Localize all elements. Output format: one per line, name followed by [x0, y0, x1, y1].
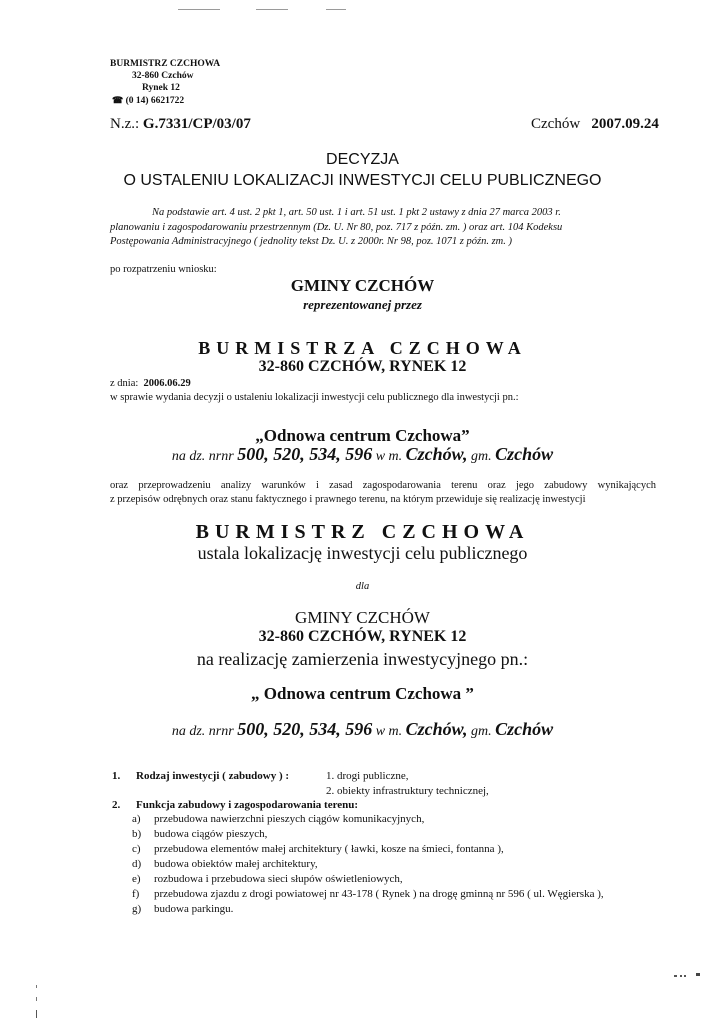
analysis-text: oraz przeprowadzeniu analizy warunków i zasad zagospodarowania terenu oraz jego zabudowy wynikających z przepisów odrębnych oraz stanu faktycznego i prawnego terenu, na którym przewiduje się realizację inwestycji — [110, 480, 656, 505]
section-1-item: 1. drogi publiczne, — [326, 770, 409, 782]
list-item: e) rozbudowa i przebudowa sieci słupów oświetleniowych, — [132, 873, 403, 885]
scan-artifact-marks — [674, 972, 704, 978]
representative-name: BURMISTRZA CZCHOWA — [198, 338, 527, 358]
scan-artifact-line — [256, 9, 288, 10]
project-parcels: na dz. nrnr 500, 520, 534, 596 w m. Czchów, gm. Czchów — [171, 719, 554, 739]
representative-address: 32-860 CZCHÓW, RYNEK 12 — [258, 358, 467, 375]
office-name: BURMISTRZ CZCHOWA — [110, 59, 221, 69]
beneficiary-address: 32-860 CZCHÓW, RYNEK 12 — [258, 628, 467, 645]
list-item: a) przebudowa nawierzchni pieszych ciągów komunikacyjnych, — [132, 813, 425, 825]
list-item: b) budowa ciągów pieszych, — [132, 828, 268, 840]
decision-purpose: na realizację zamierzenia inwestycyjnego pn.: — [196, 649, 529, 669]
section-1-item: 2. obiekty infrastruktury technicznej, — [326, 785, 489, 797]
office-phone: (0 14) 6621722 — [125, 96, 185, 106]
list-item: f) przebudowa zjazdu z drogi powiatowej nr 43-178 ( Rynek ) na drogę gminną nr 596 ( ul. Węgierska ), — [132, 888, 604, 900]
represented-by: reprezentowanej przez — [303, 297, 422, 312]
application-date: z dnia: 2006.06.29 — [110, 378, 191, 389]
application-matter: w sprawie wydania decyzji o ustaleniu lokalizacji inwestycji celu publicznego dla inwestycji pn.: — [110, 392, 519, 403]
decision-verb: ustala lokalizację inwestycji celu publicznego — [197, 543, 528, 563]
scan-artifact-edge — [36, 985, 37, 1021]
deciding-authority: BURMISTRZ CZCHOWA — [195, 521, 530, 543]
project-name: „ Odnowa centrum Czchowa ” — [251, 684, 474, 703]
office-postcode: 32-860 Czchów — [132, 71, 194, 81]
beneficiary-name: GMINY CZCHÓW — [295, 608, 430, 627]
investment-name: „Odnowa centrum Czchowa” — [255, 426, 470, 445]
list-item: g) budowa parkingu. — [132, 903, 234, 915]
section-2-label: Funkcja zabudowy i zagospodarowania terenu: — [136, 799, 359, 811]
list-item: c) przebudowa elementów małej architektury ( ławki, kosze na śmieci, fontanna ), — [132, 843, 504, 855]
list-item: d) budowa obiektów małej architektury, — [132, 858, 318, 870]
letterhead-stamp — [110, 58, 220, 107]
investment-parcels: na dz. nrnr 500, 520, 534, 596 w m. Czchów, gm. Czchów — [171, 444, 554, 464]
document-subtitle: O USTALENIU LOKALIZACJI INWESTYCJI CELU PUBLICZNEGO — [123, 172, 602, 189]
application-intro: po rozpatrzeniu wniosku: — [110, 264, 217, 275]
scan-artifact-line — [326, 9, 346, 10]
phone-icon: ☎ — [112, 95, 124, 105]
office-street: Rynek 12 — [142, 83, 180, 93]
section-1-label: Rodzaj inwestycji ( zabudowy ) : — [136, 770, 290, 782]
document-title: DECYZJA — [326, 151, 399, 168]
decision-for: dla — [355, 581, 370, 592]
section-2-number: 2. — [112, 799, 121, 811]
section-1-number: 1. — [112, 770, 121, 782]
issue-place-date: Czchów 2007.09.24 — [531, 116, 659, 132]
applicant-name: GMINY CZCHÓW — [290, 276, 435, 295]
legal-basis: Na podstawie art. 4 ust. 2 pkt 1, art. 50 ust. 1 i art. 51 ust. 1 pkt 2 ustawy z dnia 27 marca 2003 r. planowaniu i zagospodarowaniu przestrzennym (Dz. U. Nr 80, poz. 717 z późn. zm. ) oraz art. 104 Kodeksu Postępowania Administracyjnego ( jednolity tekst Dz. U. z 2000r. Nr 98, poz. 1071 z późn. zm. ) — [110, 207, 563, 247]
scan-artifact-line — [178, 9, 220, 10]
reference-number: N.z.: G.7331/CP/03/07 — [110, 116, 251, 132]
